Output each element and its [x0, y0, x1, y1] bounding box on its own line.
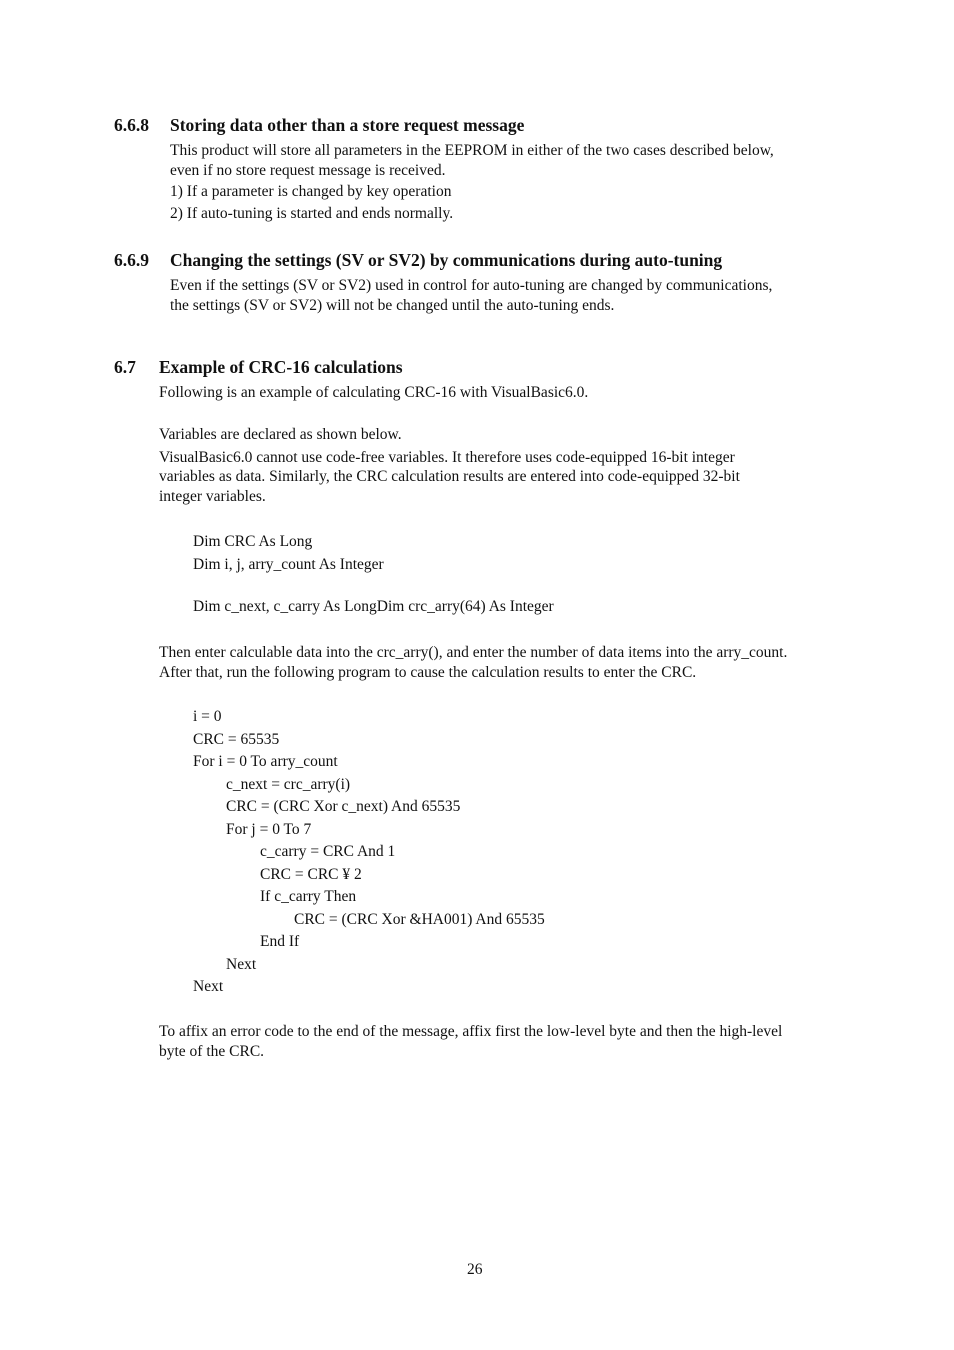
- heading-6-7: [114, 357, 403, 378]
- paragraph-line: This product will store all parameters in the EEPROM in either of the two cases described below,: [170, 142, 774, 159]
- paragraph-line: To affix an error code to the end of the message, affix first the low-level byte and then the high-level: [159, 1023, 783, 1040]
- section-number: 6.6.8: [114, 115, 149, 135]
- paragraph-line: the settings (SV or SV2) will not be changed until the auto-tuning ends.: [170, 296, 615, 314]
- paragraph-line: variables as data. Similarly, the CRC calculation results are entered into code-equipped 32-bit: [159, 468, 740, 485]
- closing-paragraph: [159, 1022, 782, 1061]
- declaration-line: Dim c_next, c_carry As LongDim crc_arry(64) As Integer: [193, 598, 554, 615]
- list-item: 1) If a parameter is changed by key operation: [170, 183, 452, 200]
- paragraph-line: integer variables.: [159, 487, 266, 505]
- code-line: c_next = crc_arry(i): [226, 775, 351, 793]
- code-line: c_carry = CRC And 1: [260, 843, 396, 860]
- paragraph-line: After that, run the following program to cause the calculation results to enter the CRC.: [159, 663, 697, 681]
- paragraph-line: even if no store request message is received.: [170, 161, 446, 179]
- paragraph-line: Then enter calculable data into the crc_arry(), and enter the number of data items into the arry_count.: [159, 644, 788, 661]
- code-line: If c_carry Then: [260, 888, 357, 905]
- paragraph-line: byte of the CRC.: [159, 1042, 265, 1060]
- code-line: CRC = 65535: [193, 730, 280, 748]
- paragraph-line: Variables are declared as shown below.: [159, 426, 402, 443]
- paragraph-line: Even if the settings (SV or SV2) used in control for auto-tuning are changed by communications,: [170, 277, 773, 294]
- section-number: 6.6.9: [114, 250, 149, 270]
- intro-text: Following is an example of calculating CRC-16 with VisualBasic6.0.: [159, 384, 589, 401]
- section-title: Storing data other than a store request message: [170, 115, 525, 135]
- code-line: CRC = CRC ¥ 2: [260, 865, 362, 883]
- heading-6-6-9: [114, 250, 723, 271]
- code-line: Next: [193, 978, 224, 995]
- code-line: End If: [260, 933, 300, 950]
- paragraph-line: VisualBasic6.0 cannot use code-free variables. It therefore uses code-equipped 16-bit integer: [159, 448, 735, 466]
- section-number: 6.7: [114, 357, 136, 377]
- paragraph-6-6-8: [170, 141, 774, 223]
- page-number: 26: [467, 1261, 483, 1278]
- code-line: CRC = (CRC Xor &HA001) And 65535: [294, 910, 545, 928]
- code-line: Dim CRC As Long: [193, 533, 313, 550]
- section-title: Changing the settings (SV or SV2) by communications during auto-tuning: [170, 250, 723, 270]
- heading-6-6-8: [114, 115, 525, 136]
- instruction-paragraph: [159, 643, 787, 682]
- code-line: Next: [226, 955, 257, 973]
- section-title: Example of CRC-16 calculations: [159, 357, 403, 377]
- code-line: i = 0: [193, 708, 222, 725]
- code-block: [193, 706, 545, 999]
- code-line: For j = 0 To 7: [226, 820, 312, 838]
- list-item: 2) If auto-tuning is started and ends normally.: [170, 204, 454, 222]
- declaration-block: [193, 531, 384, 576]
- code-line: CRC = (CRC Xor c_next) And 65535: [226, 798, 461, 815]
- code-line: For i = 0 To arry_count: [193, 753, 338, 770]
- paragraph-6-6-9: [170, 276, 772, 315]
- code-line: Dim i, j, arry_count As Integer: [193, 555, 384, 573]
- variables-paragraph: [159, 425, 740, 506]
